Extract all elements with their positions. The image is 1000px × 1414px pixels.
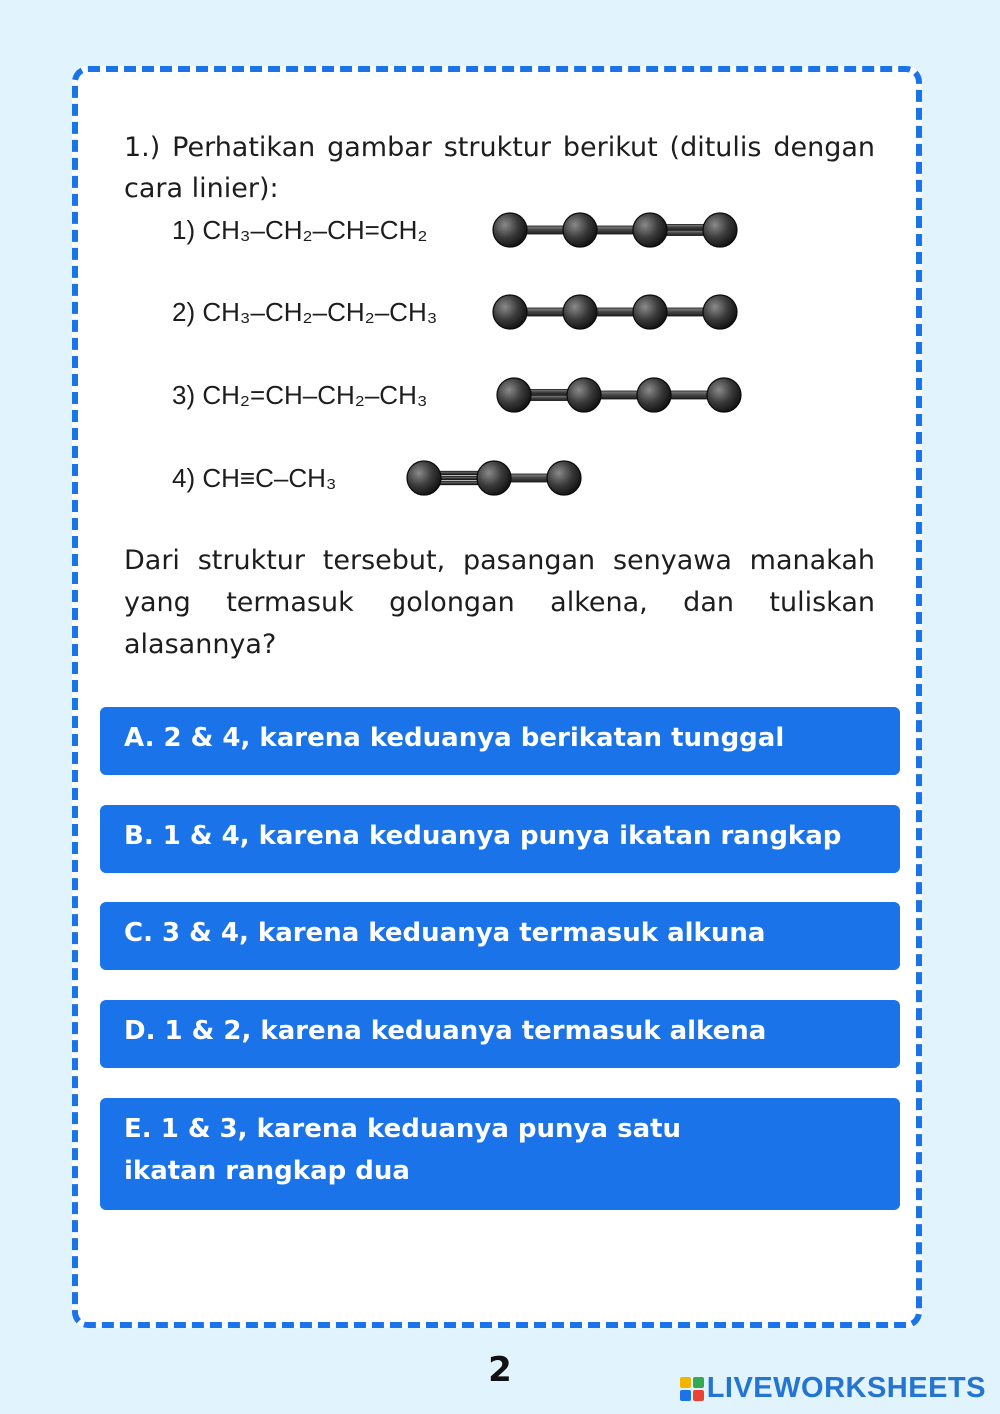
structure-formula-3: 3) CH₂=CH–CH₂–CH₃ [172,380,428,410]
carbon-atom [703,295,737,329]
brand-logo[interactable] [680,1372,986,1405]
structure-formula-4: 4) CH≡C–CH₃ [172,463,337,493]
structure-formula-2: 2) CH₃–CH₂–CH₂–CH₃ [172,297,438,327]
answer-option-a[interactable]: A. 2 & 4, karena keduanya berikatan tunggal [100,707,900,775]
carbon-atom [493,295,527,329]
carbon-atom [637,378,671,412]
question-prompt: Dari struktur tersebut, pasangan senyawa manakah yang termasuk golongan alkena, dan tuliskan alasannya? [124,545,875,660]
carbon-atom [567,378,601,412]
liveworksheets-icon [680,1377,704,1401]
answer-option-b[interactable]: B. 1 & 4, karena keduanya punya ikatan rangkap [100,805,900,873]
carbon-atom [563,295,597,329]
carbon-atom [407,461,441,495]
carbon-atom [707,378,741,412]
carbon-atom [563,213,597,247]
carbon-atom [703,213,737,247]
carbon-atom [497,378,531,412]
carbon-atom [493,213,527,247]
molecule-model-3 [496,373,746,417]
structure-formula-1: 1) CH₃–CH₂–CH=CH₂ [172,215,428,245]
molecule-model-4 [406,456,606,500]
page-number: 2 [488,1350,512,1390]
molecule-model-2 [492,290,742,334]
question-intro: 1.) Perhatikan gambar struktur berikut (ditulis dengan cara linier): [124,132,875,204]
molecule-model-1 [492,208,742,252]
answer-option-e[interactable]: E. 1 & 3, karena keduanya punya satu ikatan rangkap dua [100,1098,900,1210]
answer-option-d[interactable]: D. 1 & 2, karena keduanya termasuk alkena [100,1000,900,1068]
brand-name: LIVEWORKSHEETS [706,1372,986,1404]
carbon-atom [547,461,581,495]
carbon-atom [477,461,511,495]
carbon-atom [633,295,667,329]
answer-option-c[interactable]: C. 3 & 4, karena keduanya termasuk alkuna [100,902,900,970]
carbon-atom [633,213,667,247]
